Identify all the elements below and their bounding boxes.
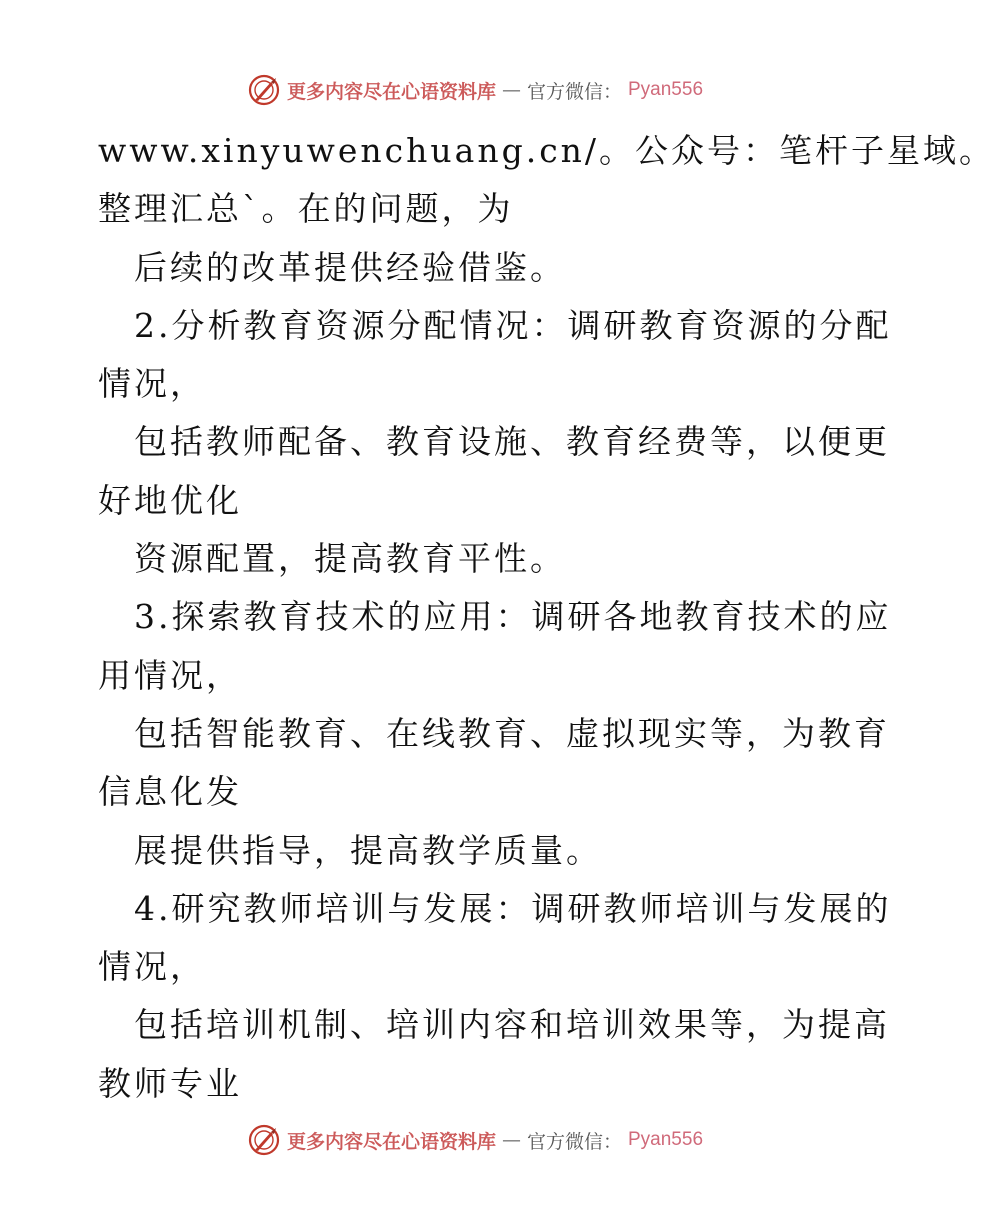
header-wechat-id: Pyan556 — [628, 79, 704, 100]
header-site-text: 更多内容尽在心语资料库 — [286, 80, 496, 103]
header-watermark — [0, 70, 950, 110]
footer-separator: — — [501, 1129, 521, 1151]
header-wechat-label: 官方微信： — [526, 80, 622, 103]
document-body — [98, 122, 995, 1113]
body-line: 4.研究教师培训与发展：调研教师培训与发展的 — [134, 888, 892, 928]
footer-site-text: 更多内容尽在心语资料库 — [286, 1130, 496, 1153]
body-line: 整理汇总`。在的问题，为 — [98, 189, 514, 229]
footer-wechat-label: 官方微信： — [526, 1130, 622, 1153]
footer-wechat-id: Pyan556 — [628, 1129, 704, 1150]
body-line: 好地优化 — [98, 480, 242, 520]
body-line: 用情况， — [98, 655, 242, 695]
body-line: 展提供指导，提高教学质量。 — [134, 830, 602, 870]
quill-logo-icon — [247, 1123, 281, 1157]
body-line: 包括培训机制、培训内容和培训效果等，为提高 — [134, 1005, 890, 1045]
footer-watermark — [0, 1120, 950, 1160]
body-line: 包括教师配备、教育设施、教育经费等，以便更 — [134, 422, 890, 462]
body-line: 包括智能教育、在线教育、虚拟现实等，为教育 — [134, 713, 890, 753]
body-line: 2.分析教育资源分配情况：调研教育资源的分配 — [134, 305, 892, 345]
header-separator: — — [501, 79, 521, 101]
body-line: 资源配置，提高教育平性。 — [134, 539, 566, 579]
body-line: 后续的改革提供经验借鉴。 — [134, 247, 566, 287]
body-line: 信息化发 — [98, 772, 242, 812]
body-line: 情况， — [98, 364, 206, 404]
body-line: www.xinyuwenchuang.cn/。公众号：笔杆子星域。 — [98, 131, 995, 170]
quill-logo-icon — [247, 73, 281, 107]
body-line: 教师专业 — [98, 1063, 242, 1103]
body-line: 情况， — [98, 947, 206, 987]
body-line: 3.探索教育技术的应用：调研各地教育技术的应 — [134, 597, 892, 637]
